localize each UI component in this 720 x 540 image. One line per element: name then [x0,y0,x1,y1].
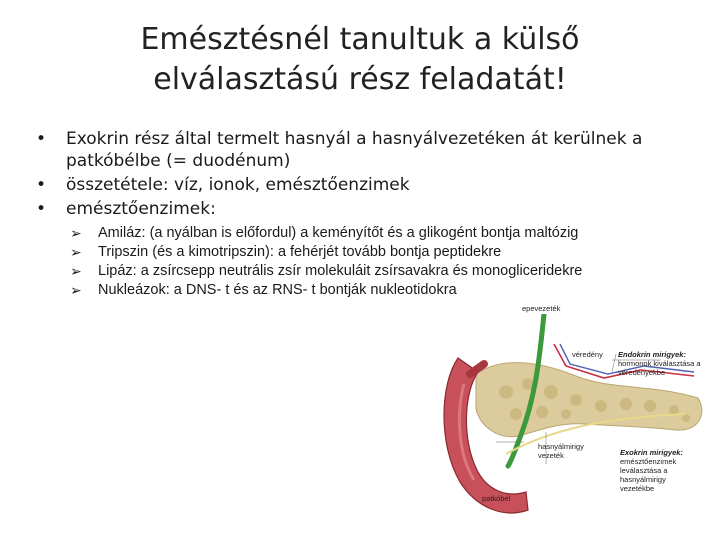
bullet-text: emésztőenzimek: [66,199,216,219]
pancreas-illustration [436,304,706,524]
title-line-1: Emésztésnél tanultuk a külső [140,22,580,57]
label-veredeny: véredény [572,350,603,359]
bullet-item [28,174,688,196]
label-endokrin-title: Endokrin mirigyek: [618,350,686,359]
sub-bullet-item [70,243,688,262]
arrow-bullet-icon: ➢ [70,225,82,241]
title-line-2: elválasztású rész feladatát! [153,62,567,97]
label-hasnyalmirigy: hasnyálmirigy vezeték [538,442,584,460]
sub-bullet-text: Lipáz: a zsírcsepp neutrális zsír molekuláit zsírsavakra és monogliceridekre [98,263,583,279]
bullet-text: Exokrin rész által termelt hasnyál a hasnyálvezetéken át kerülnek a patkóbélbe (= duodénum) [66,129,643,171]
label-epevezetek: epevezeték [522,304,561,313]
sub-bullet-text: Tripszin (és a kimotripszin): a fehérjét tovább bontja peptidekre [98,244,502,260]
label-exokrin [620,448,702,493]
label-exokrin-title: Exokrin mirigyek: [620,448,683,457]
sub-bullet-text: Amiláz: (a nyálban is előfordul) a keményítőt és a glikogént bontja maltózig [98,225,579,241]
label-endokrin [618,350,704,377]
sub-bullet-item [70,224,688,243]
bullet-dot-icon: • [36,175,47,195]
sub-bullet-item [70,281,688,300]
arrow-bullet-icon: ➢ [70,244,82,260]
label-exokrin-text: emésztőenzimek leválasztása a hasnyálmirigy vezetékbe [620,457,677,493]
label-endokrin-text: hormonok kiválasztása a véredényekbe [618,359,701,377]
sub-bullet-text: Nukleázok: a DNS- t és az RNS- t bontják nukleotidokra [98,282,457,298]
bullet-dot-icon: • [36,199,47,219]
sub-bullet-item [70,262,688,281]
bullet-dot-icon: • [36,129,47,149]
label-patkobel: patkóbél [482,494,511,503]
bullet-item [28,128,688,172]
arrow-bullet-icon: ➢ [70,263,82,279]
bullet-item [28,198,688,220]
bullet-list [28,128,688,300]
sub-bullet-list [28,224,688,300]
arrow-bullet-icon: ➢ [70,282,82,298]
slide-title [60,20,660,100]
bullet-text: összetétele: víz, ionok, emésztőenzimek [66,175,410,195]
